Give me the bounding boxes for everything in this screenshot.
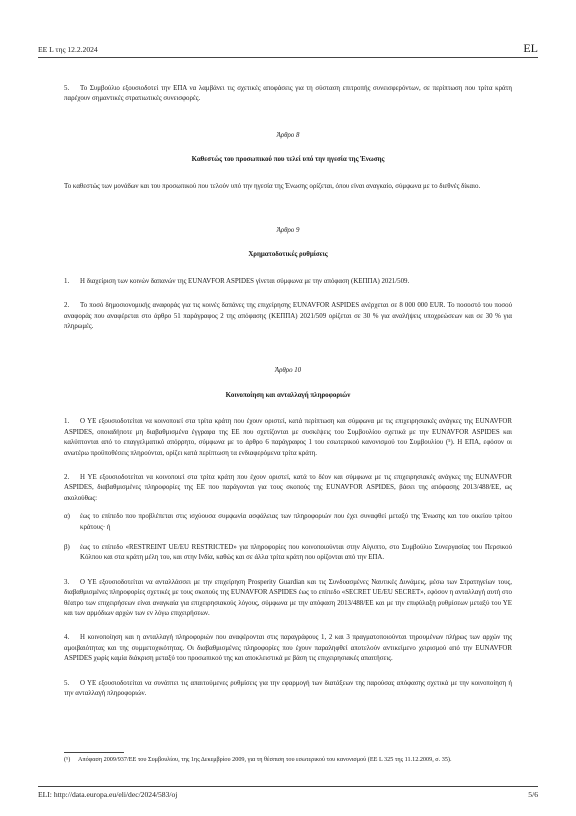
article-9-label: Άρθρο 9	[276, 227, 300, 235]
footnote-marker: (⁵)	[64, 756, 71, 763]
article-10-label: Άρθρο 10	[274, 367, 302, 375]
footnote	[64, 755, 512, 764]
footer-rule	[38, 786, 538, 787]
paragraph-number: 5.	[64, 85, 70, 92]
paragraph-text: Ο ΥΕ εξουσιοδοτείται να κοινοποιεί στα τρίτα κράτη που έχουν οριστεί, κατά περίπτωση και σύμφωνα με τις επιχειρησιακές ανάγκες της EUNAVFOR ASPIDES, οποιαδήποτε μη διαβαθμισμένα έγγραφα της ΕΕ που σχετίζονται με συσκέψεις του Συμβουλίου σχετικά με την EUNAVFOR ASPIDES και καλύπτονται από το επαγγελματικό απόρρητο, σύμφωνα με το άρθρο 6 παράγραφος 1 του εσωτερικού κανονισμού του Συμβουλίου (⁵). Η ΕΠΑ, εφόσον οι ανωτέρω προϋποθέσεις πληρούνται, ορίζει κατά περίπτωση τα ενδιαφερόμενα τρίτα κράτη.	[64, 418, 512, 457]
list-item-b	[64, 543, 512, 564]
paragraph-text: Ο ΥΕ εξουσιοδοτείται να ανταλλάσσει με την επιχείρηση Prosperity Guardian και τις Συνδυασμένες Ναυτικές Δυνάμεις, μέσω των Στρατηγείων τους, διαβαθμισμένες πληροφορίες σχετικές με τους σκοπούς της EUNAVFOR ASPIDES έως το επίπεδο «SECRET UE/EU SECRET», εφόσον η ανταλλαγή αυτή στο θέατρο των επιχειρήσεων είναι αναγκαία για επιχειρησιακούς λόγους, σύμφωνα με την απόφαση 2013/488/ΕΕ και με την επιφύλαξη ρυθμίσεων μεταξύ του ΥΕ και των αρμόδιων αρχών των εν λόγω επιχειρήσεων.	[64, 578, 512, 617]
paragraph-number: 4.	[64, 634, 70, 642]
language-code: EL	[523, 41, 538, 55]
paragraph-text: Η κοινοποίηση και η ανταλλαγή πληροφοριών που αναφέρονται στις παραγράφους 1, 2 και 3 πραγματοποιούνται τηρουμένων πλήρως των αρχών της αμοιβαιότητας και της συμμετοχικότητας. Οι διαβαθμισμένες πληροφορίες που έχουν παραληφθεί αποτελούν αντικείμενο χειρισμού από την EUNAVFOR ASPIDES χωρίς καμία διάκριση μεταξύ του προσωπικού της και αποκλειστικά με βάση τις επιχειρησιακές απαιτήσεις.	[64, 634, 512, 663]
document-body	[64, 84, 512, 713]
list-letter: β)	[64, 543, 70, 551]
paragraph-number: 3.	[64, 578, 70, 586]
paragraph-text: Το ποσό δημοσιονομικής αναφοράς για τις κοινές δαπάνες της επιχείρησης EUNAVFOR ASPIDES ανέρχεται σε 8 000 000 EUR. Το ποσοστό του ποσού αναφοράς που αναφέρεται στο άρθρο 51 παράγραφος 2 της απόφασης (ΚΕΠΠΑ) 2021/509 ορίζεται σε 30 % για αναλήψεις υποχρεώσεων και σε 30 % για πληρωμές.	[64, 302, 512, 331]
eli-link[interactable]: ELI: http://data.europa.eu/eli/dec/2024/583/oj	[38, 790, 178, 799]
page-header	[38, 40, 538, 56]
paragraph-number: 2.	[64, 473, 70, 481]
header-rule	[38, 57, 538, 58]
paragraph-text: Η διαχείριση των κοινών δαπανών της EUNAVFOR ASPIDES γίνεται σύμφωνα με την απόφαση (ΚΕΠΠΑ) 2021/509.	[80, 277, 410, 285]
paragraph-text: Η ΥΕ εξουσιοδοτείται να κοινοποιεί στα τρίτα κράτη που έχουν οριστεί, κατά το δέον και σύμφωνα με τις επιχειρησιακές ανάγκες της EUNAVFOR ASPIDES, διαβαθμισμένες πληροφορίες της ΕΕ που παράγονται για τους σκοπούς της EUNAVFOR ASPIDES, βάσει της απόφασης 2013/488/ΕΕ, ως ακολούθως:	[64, 473, 512, 502]
article-8-label: Άρθρο 8	[276, 131, 300, 139]
paragraph-number: 5.	[64, 679, 70, 687]
footnote-text: Απόφαση 2009/937/ΕΕ του Συμβουλίου, της 1ης Δεκεμβρίου 2009, για τη θέσπιση του εσωτερικού του κανονισμού (EE L 325 της 11.12.2009, σ. 35).	[78, 756, 452, 763]
paragraph-9-1	[64, 277, 512, 287]
article-10-title: Κοινοποίηση και ανταλλαγή πληροφοριών	[225, 391, 351, 399]
article-9-title: Χρηματοδοτικές ρυθμίσεις	[248, 251, 328, 259]
paragraph-text: Το Συμβούλιο εξουσιοδοτεί την ΕΠΑ να λαμβάνει τις σχετικές αποφάσεις για τη σύσταση επιτροπής συνεισφερόντων, σε περίπτωση που τρίτα κράτη παρέχουν σημαντικές στρατιωτικές συνεισφορές.	[64, 85, 512, 103]
paragraph-number: 1.	[64, 277, 70, 285]
journal-reference: EE L της 12.2.2024	[38, 45, 98, 54]
page-number: 5/6	[528, 790, 538, 799]
paragraph-10-1	[64, 417, 512, 459]
list-item-a	[64, 512, 512, 533]
list-text: έως το επίπεδο «RESTREINT UE/EU RESTRICTED» για πληροφορίες που κοινοποιούνται στην Αίγυπτο, στο Συμβούλιο Συνεργασίας του Περσικού Κόλπου και στα κράτη μέλη του, και στην Ινδία, καθώς και σε άλλα τρίτα κράτη που ορίζονται από την ΕΠΑ.	[80, 543, 512, 562]
paragraph-number: 1.	[64, 418, 70, 426]
page-footer	[38, 790, 538, 802]
footnote-rule	[64, 752, 124, 753]
paragraph-10-2	[64, 473, 512, 504]
paragraph-9-2	[64, 301, 512, 332]
article-8-title: Καθεστώς του προσωπικού που τελεί υπό την ηγεσία της Ένωσης	[191, 156, 385, 164]
paragraph-text: Ο ΥΕ εξουσιοδοτείται να συνάπτει τις απαιτούμενες ρυθμίσεις για την εφαρμογή των διατάξεων της παρούσας απόφασης σχετικά με την κοινοποίηση ή την ανταλλαγή πληροφοριών.	[64, 679, 512, 697]
list-letter: α)	[64, 513, 70, 521]
paragraph-10-3	[64, 578, 512, 620]
list-text: έως το επίπεδο που προβλέπεται στις ισχύουσα συμφωνία ασφάλειας των πληροφοριών που έχει συναφθεί μεταξύ της Ένωσης και του οικείου τρίτου κράτους· ή	[80, 513, 512, 531]
article-8-text: Το καθεστώς των μονάδων και του προσωπικού που τελούν υπό την ηγεσία της Ένωσης ορίζεται, όπου είναι αναγκαίο, σύμφωνα με το διεθνές δίκαιο.	[64, 182, 481, 190]
paragraph-10-5	[64, 679, 512, 700]
paragraph-10-4	[64, 633, 512, 664]
paragraph-7-5	[64, 84, 512, 105]
paragraph-number: 2.	[64, 302, 70, 310]
